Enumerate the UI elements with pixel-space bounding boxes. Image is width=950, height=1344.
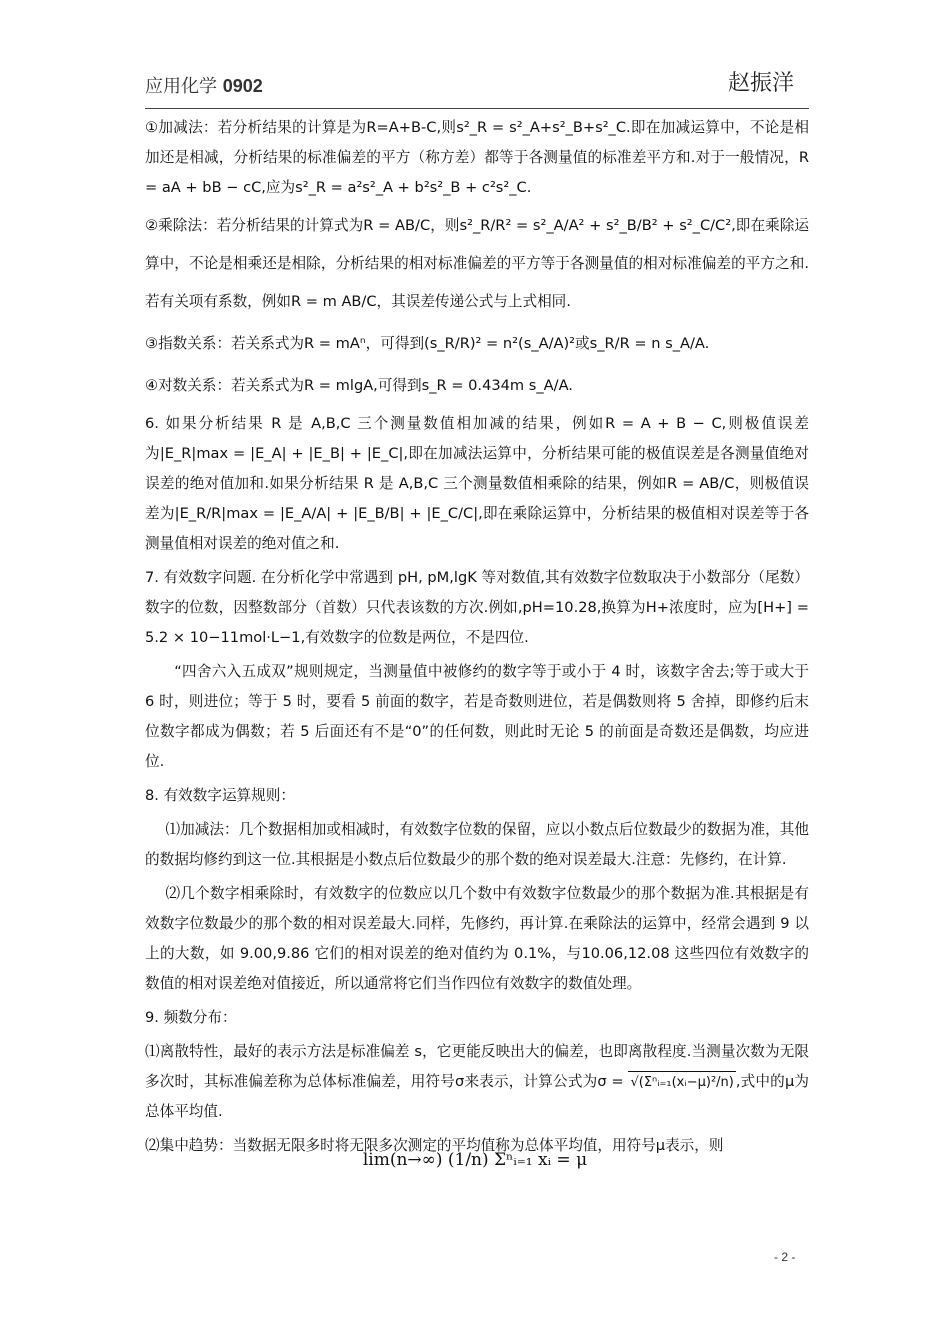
para-extreme-error: 6. 如果分析结果 R 是 A,B,C 三个测量数值相加减的结果，例如R = A + B − C,则极值误差为|E_R|max = |E_A| + |E_B| + |E_C|,即在加减法运算中，分析结果可能的极值误差是各测量值绝对误差的绝对值加和.如果分析结果 R 是 A,B,C 三个测量数值相乘除的结果，例如R = AB/C，则极值误差为|E_R/R|max = |E_A/A| + |E_B/B| + |E_C/C|,即在乘除运算中，分析结果的极值相对误差等于各测量值相对误差的绝对值之和. [145,415,809,552]
header-rule [145,108,809,109]
para-rule-mult: ⑵几个数字相乘除时，有效数字的位数应以几个数中有效数字位数最少的那个数据为准.其根据是有效数字位数最少的那个数的相对误差最大.同样，先修约，再计算.在乘除法的运算中，经常会遇到 9 以上的大数，如 9.00,9.86 它们的相对误差的绝对值约为 0.1%，与10.06,12.08 这些四位有效数字的数值的相对误差绝对值接近，所以通常将它们当作四位有效数字的数值处理。 [145,885,809,992]
para-rule-add: ⑴加减法：几个数据相加或相减时，有效数字位数的保留，应以小数点后位数最少的数据为准，其他的数据均修约到这一位.其根据是小数点后位数最少的那个数的绝对误差最大.注意：先修约，在计算. [145,821,809,868]
para-logarithm: ④对数关系：若关系式为R = mlgA,可得到s_R = 0.434m s_A/A. [145,377,573,394]
header-author: 赵振洋 [728,71,795,96]
para-addition: ①加减法：若分析结果的计算是为R=A+B-C,则s²_R = s²_A+s²_B+s²_C.即在加减运算中，不论是相加还是相减，分析结果的标准偏差的平方（称方差）都等于各测量值的标准差平方和.对于一般情况，R = aA + bB − cC,应为s²_R = a²s²_A + b²s²_B + c²s²_C. [145,119,809,196]
para-rules-heading: 8. 有效数字运算规则： [145,787,295,804]
header-course: 应用化学 [145,76,217,97]
para-multiplication: ②乘除法：若分析结果的计算式为R = AB/C，则s²_R/R² = s²_A/A² + s²_B/B² + s²_C/C²,即在乘除运算中，不论是相乘还是相除，分析结果的相对标准偏差的平方等于各测量值的相对标准偏差的平方之和.若有关项有系数，例如R = m AB/C，其误差传递公式与上式相同. [145,217,809,310]
header-left [145,72,263,98]
page-number: - 2 - [774,1250,796,1264]
page-body [145,113,809,1165]
limit-formula: lim(n→∞) (1/n) Σⁿᵢ₌₁ xᵢ = μ [362,1150,588,1170]
header-class-code: 0902 [222,76,263,96]
para-frequency-heading: 9. 频数分布： [145,1009,237,1026]
para-central-tendency: ⑵集中趋势：当数据无限多时将无限多次测定的平均值称为总体平均值，用符号μ表示，则 [145,1137,724,1154]
sigma-formula: √(Σⁿᵢ₌₁(xᵢ−μ)²/n) [628,1071,735,1094]
para-rounding-rule: “四舍六入五成双”规则规定，当测量值中被修约的数字等于或小于 4 时，该数字舍去;等于或大于 6 时，则进位；等于 5 时，要看 5 前面的数字，若是奇数则进位，若是偶数则将 5 舍掉，即修约后末位数字都成为偶数；若 5 后面还有不是“0”的任何数，则此时无论 5 的前面是奇数还是偶数，均应进位. [145,663,809,770]
para-significant-figures: 7. 有效数字问题. 在分析化学中常遇到 pH, pM,lgK 等对数值,其有效数字位数取决于小数部分（尾数）数字的位数，因整数部分（首数）只代表该数的方次.例如,pH=10.28,换算为H+浓度时，应为[H+] = 5.2 × 10−11mol·L−1,有效数字的位数是两位，不是四位. [145,569,809,646]
para-dispersion: ⑴离散特性，最好的表示方法是标准偏差 s，它更能反映出大的偏差，也即离散程度.当测量次数为无限多次时，其标准偏差称为总体标准偏差，用符号σ来表示，计算公式为σ = √(Σⁿᵢ₌₁(xᵢ−μ)²/n) ,式中的μ为总体平均值. [145,1043,809,1120]
para-exponent: ③指数关系：若关系式为R = mAⁿ，可得到(s_R/R)² = n²(s_A/A)²或s_R/R = n s_A/A. [145,335,710,352]
